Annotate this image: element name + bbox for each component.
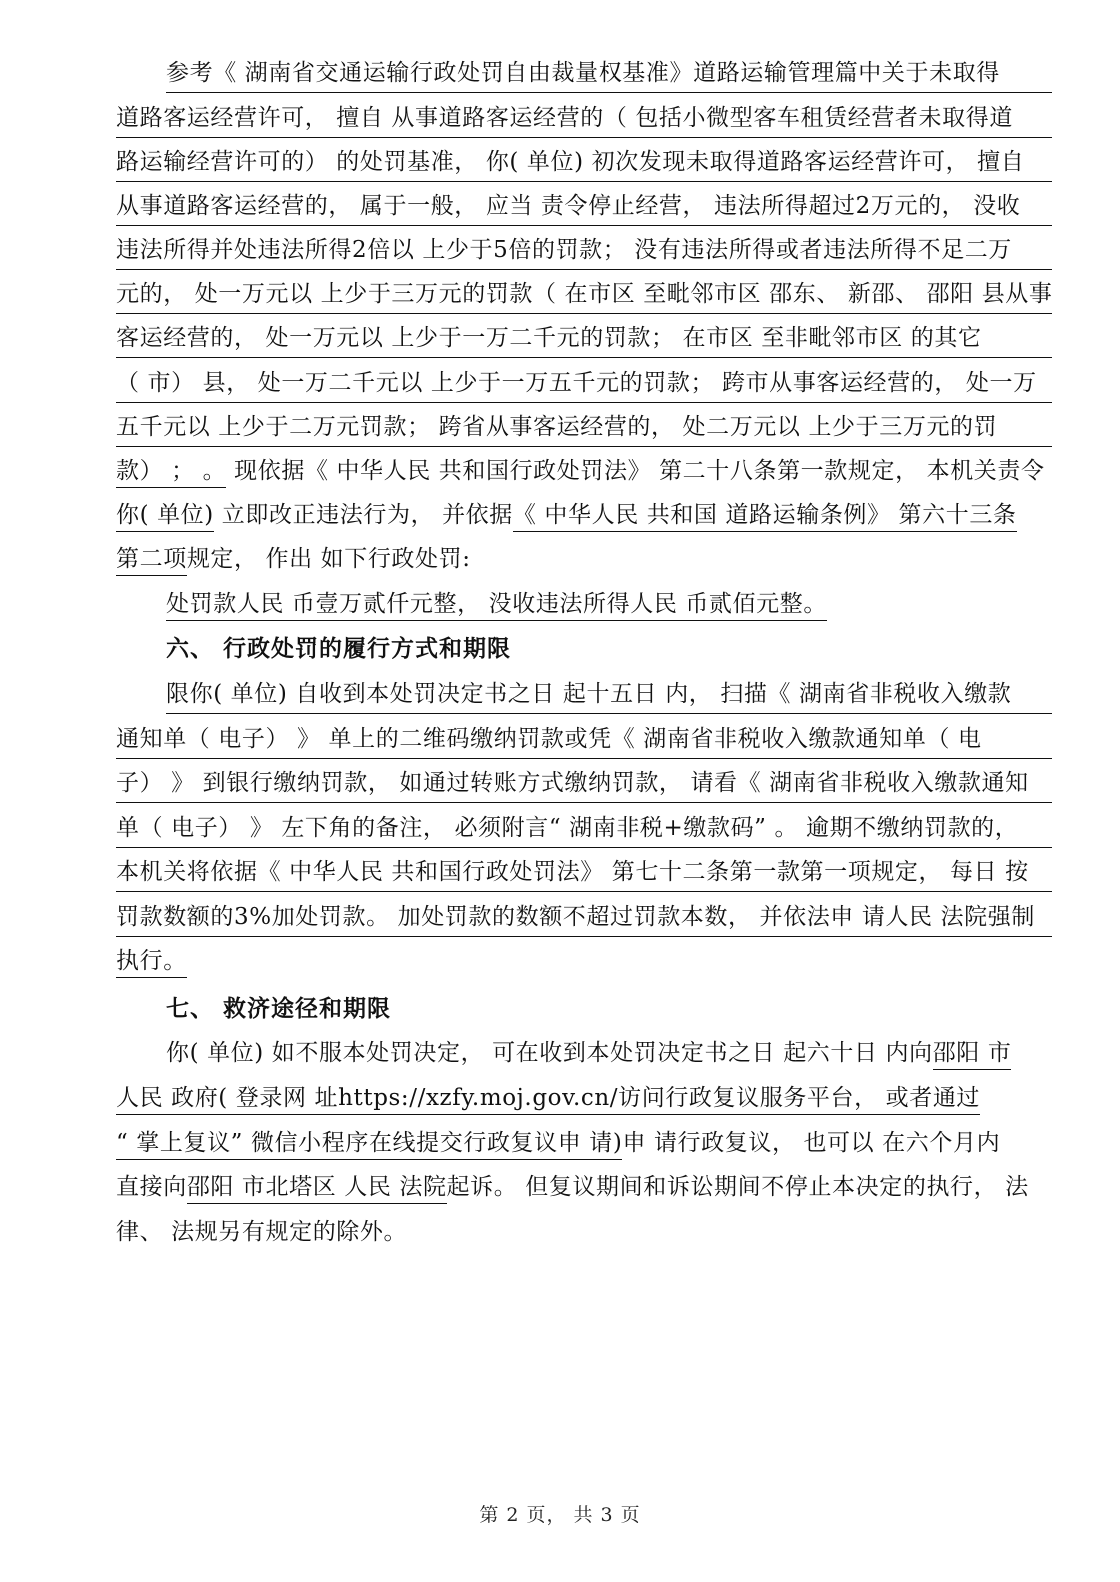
basis-line-12 bbox=[116, 542, 1052, 582]
section-6-line-2: 通知单（ 电子） 》 单上的二维码缴纳罚款或凭《 湖南省非税收入缴款通知单（ 电 bbox=[116, 722, 1052, 762]
basis-line-10 bbox=[116, 454, 1052, 494]
section-7-line-2-text: 人民 政府( 登录网 址https://xzfy.moj.gov.cn/访问行政复议服务平台， 或者通过 bbox=[116, 1085, 980, 1115]
penalty-line bbox=[166, 587, 1052, 627]
section-7-line-5: 律、 法规另有规定的除外。 bbox=[116, 1219, 408, 1245]
penalty-text: 处罚款人民 币壹万贰仟元整， 没收违法所得人民 币贰佰元整。 bbox=[166, 591, 827, 621]
basis-line-8: （ 市） 县， 处一万二千元以 上少于一万五千元的罚款； 跨市从事客运经营的， 处一万 bbox=[116, 366, 1052, 406]
section-7-line-1-plain: 你( 单位) 如不服本处罚决定， 可在收到本处罚决定书之日 起六十日 内向 bbox=[166, 1040, 933, 1066]
basis-line-12-underlined: 第二项 bbox=[116, 546, 187, 576]
section-6-line-7 bbox=[116, 944, 1052, 984]
section-7-line-2 bbox=[116, 1081, 1052, 1121]
page-number-footer: 第 2 页， 共 3 页 bbox=[479, 1504, 641, 1526]
basis-line-3: 路运输经营许可的） 的处罚基准， 你( 单位) 初次发现未取得道路客运经营许可， 擅自 bbox=[116, 145, 1052, 185]
section-7-line-4-underlined: 邵阳 市北塔区 人民 法院 bbox=[187, 1174, 447, 1204]
section-6-heading: 六、 行政处罚的履行方式和期限 bbox=[166, 636, 512, 662]
section-6-line-7-text: 执行。 bbox=[116, 948, 187, 978]
section-7-line-4-rest: 起诉。 但复议期间和诉讼期间不停止本决定的执行， 法 bbox=[446, 1174, 1029, 1200]
basis-line-11 bbox=[116, 498, 1052, 538]
section-6-line-5: 本机关将依据《 中华人民 共和国行政处罚法》 第七十二条第一款第一项规定， 每日 按 bbox=[116, 855, 1052, 895]
section-6-line-3: 子） 》 到银行缴纳罚款， 如通过转账方式缴纳罚款， 请看《 湖南省非税收入缴款通知 bbox=[116, 766, 1052, 806]
section-6-line-4: 单（ 电子） 》 左下角的备注， 必须附言“ 湖南非税+缴款码” 。 逾期不缴纳罚款的， bbox=[116, 811, 1052, 851]
section-6-line-6: 罚款数额的3%加处罚款。 加处罚款的数额不超过罚款本数， 并依法申 请人民 法院强制 bbox=[116, 900, 1052, 940]
section-7-line-1-underlined: 邵阳 市 bbox=[933, 1040, 1012, 1070]
basis-line-1: 参考《 湖南省交通运输行政处罚自由裁量权基准》道路运输管理篇中关于未取得 bbox=[166, 56, 1052, 96]
basis-line-2: 道路客运经营许可， 擅自 从事道路客运经营的（ 包括小微型客车租赁经营者未取得道 bbox=[116, 101, 1052, 141]
basis-line-9: 五千元以 上少于二万元罚款； 跨省从事客运经营的， 处二万元以 上少于三万元的罚 bbox=[116, 410, 1052, 450]
section-7-line-3-underlined: “ 掌上复议” 微信小程序在线提交行政复议申 请) bbox=[116, 1130, 622, 1160]
section-7-line-3 bbox=[116, 1126, 1052, 1166]
basis-line-7: 客运经营的， 处一万元以 上少于一万二千元的罚款； 在市区 至非毗邻市区 的其它 bbox=[116, 321, 1052, 361]
basis-line-6: 元的， 处一万元以 上少于三万元的罚款（ 在市区 至毗邻市区 邵东、 新邵、 邵阳 县从事 bbox=[116, 277, 1052, 317]
section-7-line-1 bbox=[166, 1036, 1052, 1076]
basis-line-12-rest: 规定， 作出 如下行政处罚: bbox=[186, 546, 471, 572]
basis-line-10-underlined: 款） ； 。 bbox=[116, 458, 226, 488]
section-7-line-4 bbox=[116, 1170, 1052, 1210]
section-7-line-4-plain: 直接向 bbox=[116, 1174, 187, 1200]
basis-line-10-rest: 现依据《 中华人民 共和国行政处罚法》 第二十八条第一款规定， 本机关责令 bbox=[226, 458, 1045, 484]
basis-line-11-mid: 立即改正违法行为， 并依据 bbox=[213, 502, 513, 528]
basis-line-5: 违法所得并处违法所得2倍以 上少于5倍的罚款； 没有违法所得或者违法所得不足二万 bbox=[116, 233, 1052, 273]
basis-line-11-underlined-a: 你( 单位) bbox=[116, 502, 214, 532]
section-6-line-1: 限你( 单位) 自收到本处罚决定书之日 起十五日 内， 扫描《 湖南省非税收入缴款 bbox=[166, 677, 1052, 717]
section-7-line-3-rest: 申 请行政复议， 也可以 在六个月内 bbox=[622, 1130, 1001, 1156]
basis-line-4: 从事道路客运经营的， 属于一般， 应当 责令停止经营， 违法所得超过2万元的， 没收 bbox=[116, 189, 1052, 229]
basis-line-11-underlined-b: 《 中华人民 共和国 道路运输条例》 第六十三条 bbox=[513, 502, 1017, 532]
section-7-heading: 七、 救济途径和期限 bbox=[166, 996, 392, 1022]
